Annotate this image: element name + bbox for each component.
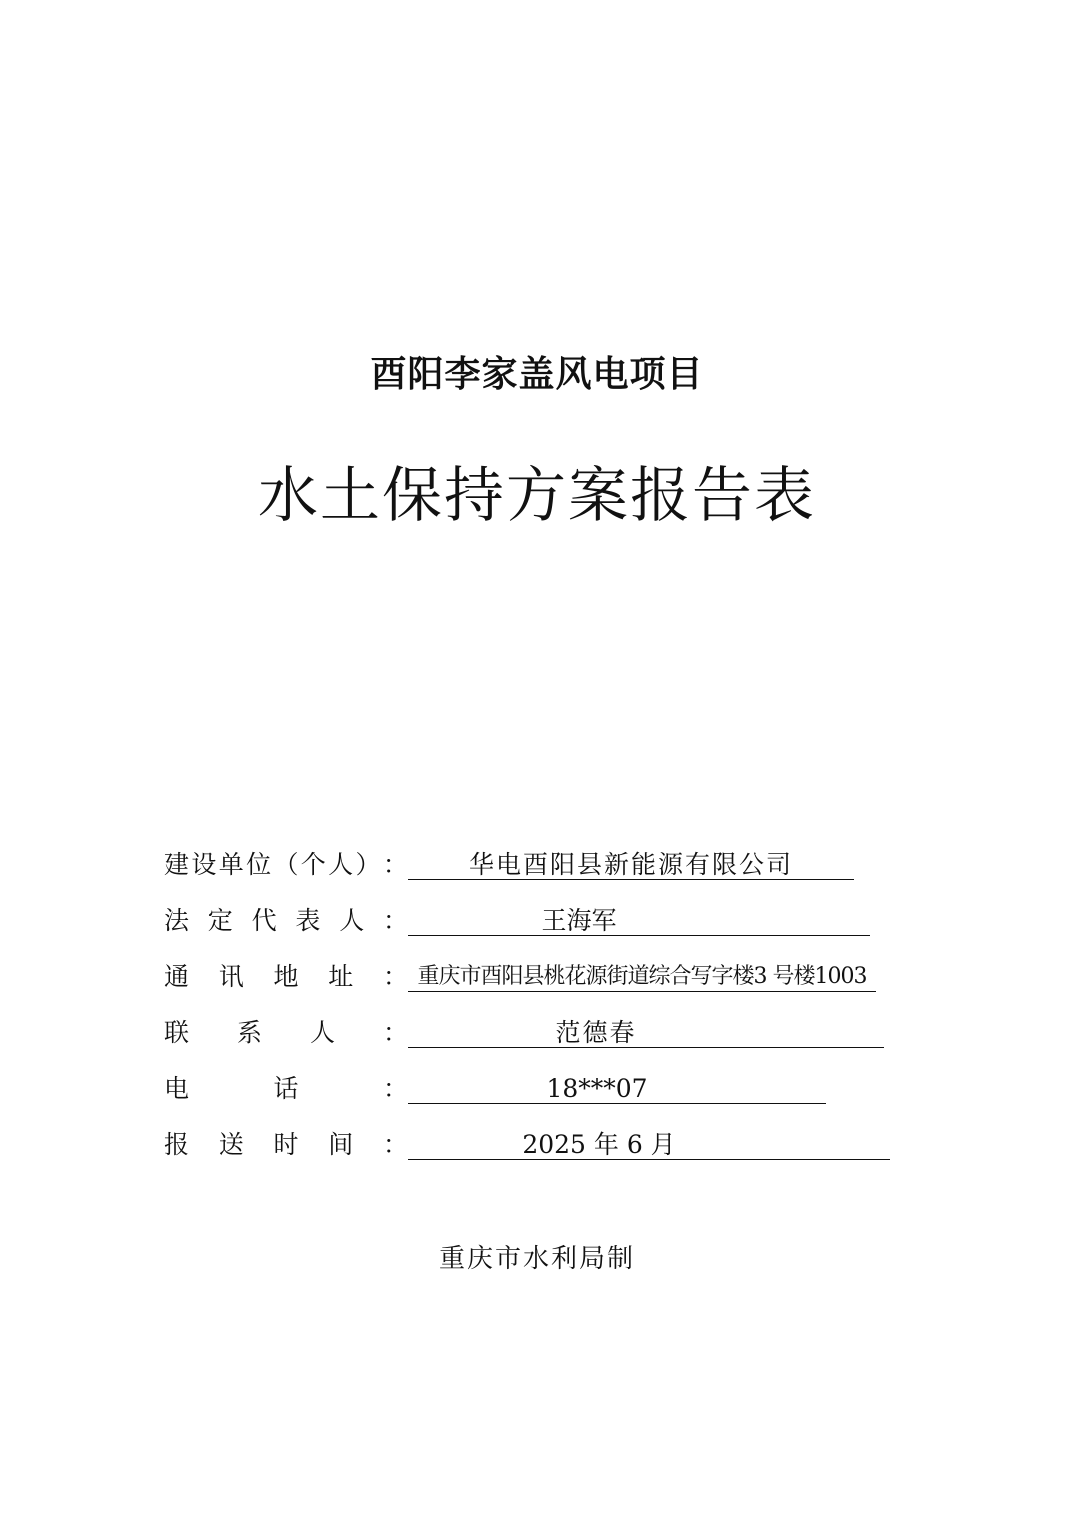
legal-rep-label: 法 定 代 表 人 ：	[164, 906, 408, 935]
date-value-field	[408, 1125, 890, 1160]
phone-label: 电 话 ：	[164, 1074, 408, 1103]
legal-rep-value-field	[408, 901, 870, 936]
report-type-title: 水土保持方案报告表	[258, 461, 816, 531]
info-row-phone	[164, 1069, 844, 1109]
builder-label: 建 设 单 位 （ 个 人 ） ：	[164, 850, 408, 879]
info-row-contact	[164, 1013, 894, 1053]
phone-value-field	[408, 1069, 826, 1104]
contact-value-field	[408, 1013, 884, 1048]
info-row-address	[164, 957, 884, 997]
builder-value: 华电酉阳县新能源有限公司	[468, 850, 793, 879]
address-value: 重庆市酉阳县桃花源街道综合写字楼3 号楼1003	[417, 964, 867, 989]
date-label: 报 送 时 间 ：	[164, 1130, 408, 1159]
info-row-builder	[164, 845, 864, 885]
info-row-legal-rep	[164, 901, 884, 941]
info-row-date	[164, 1125, 904, 1165]
date-value: 2025 年 6 月	[522, 1130, 676, 1159]
address-value-field	[408, 957, 876, 992]
phone-value: 18***07	[546, 1074, 648, 1103]
contact-value: 范德春	[555, 1018, 637, 1047]
address-label: 通 讯 地 址 ：	[164, 962, 408, 991]
contact-label: 联 系 人 ：	[164, 1018, 408, 1047]
issuer-footer: 重庆市水利局制	[438, 1244, 635, 1274]
legal-rep-value: 王海军	[541, 906, 617, 935]
builder-value-field	[408, 845, 854, 880]
project-title: 酉阳李家盖风电项目	[370, 354, 704, 395]
